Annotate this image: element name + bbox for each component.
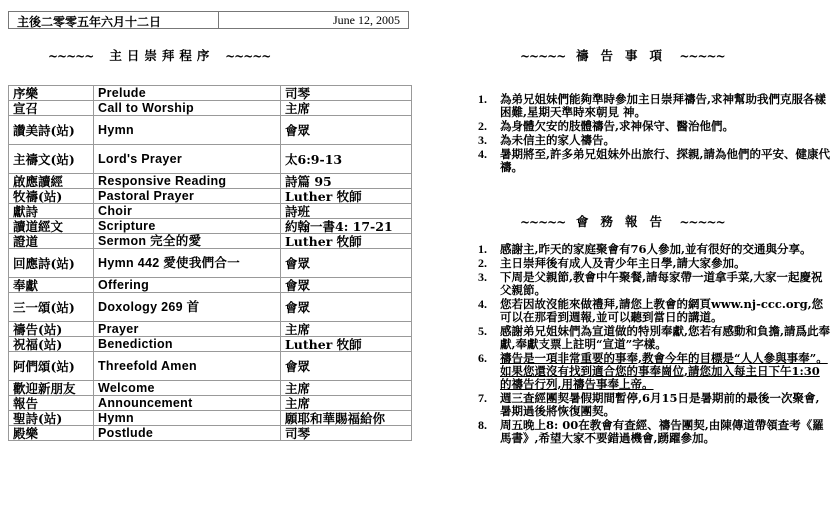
worship-row	[9, 337, 412, 352]
wave-ornament-left: ~~~~~	[520, 215, 566, 229]
worship-item-chinese: 宣召	[9, 101, 94, 116]
worship-item-english: Choir	[94, 204, 281, 219]
worship-row	[9, 86, 412, 101]
wave-ornament-right: ~~~~~	[679, 215, 725, 229]
announcements-title-text: 會務報告	[576, 214, 675, 229]
list-item-text: 下周是父親節,教會中午聚餐,請每家帶一道拿手菜,大家一起慶祝父親節。	[500, 270, 823, 297]
worship-item-chinese: 報告	[9, 396, 94, 411]
worship-item-leader: 司琴	[281, 426, 412, 441]
worship-item-chinese: 阿們頌(站)	[9, 352, 94, 381]
worship-item-leader: 會眾	[281, 278, 412, 293]
worship-row	[9, 322, 412, 337]
list-item-text: 為未信主的家人禱告。	[500, 133, 615, 147]
list-item	[478, 243, 830, 256]
worship-item-leader: 太6:9-13	[281, 145, 412, 174]
worship-item-chinese: 獻詩	[9, 204, 94, 219]
worship-row	[9, 381, 412, 396]
worship-item-chinese: 殿樂	[9, 426, 94, 441]
worship-item-english: Sermon 完全的愛	[94, 234, 281, 249]
worship-item-chinese: 牧禱(站)	[9, 189, 94, 204]
worship-item-leader: Luther 牧師	[281, 189, 412, 204]
worship-row	[9, 234, 412, 249]
worship-item-english: Hymn	[94, 116, 281, 145]
list-item-text: 為身體欠安的肢體禱告,求神保守、醫治他們。	[500, 119, 735, 133]
worship-item-leader: 司琴	[281, 86, 412, 101]
worship-item-chinese: 啟應讀經	[9, 174, 94, 189]
worship-item-leader: 主席	[281, 101, 412, 116]
list-item-number: 3.	[478, 270, 487, 284]
list-item-number: 5.	[478, 324, 487, 338]
worship-item-english: Hymn 442 愛使我們合一	[94, 249, 281, 278]
list-item	[478, 271, 830, 297]
worship-item-leader: 詩班	[281, 204, 412, 219]
worship-item-english: Prelude	[94, 86, 281, 101]
list-item	[478, 298, 830, 324]
worship-item-english: Threefold Amen	[94, 352, 281, 381]
worship-item-chinese: 禱告(站)	[9, 322, 94, 337]
worship-item-english: Pastoral Prayer	[94, 189, 281, 204]
worship-item-leader: 約翰一書4: 17-21	[281, 219, 412, 234]
worship-item-chinese: 證道	[9, 234, 94, 249]
worship-item-english: Doxology 269 首	[94, 293, 281, 322]
wave-ornament-left: ~~~~~	[48, 49, 94, 63]
worship-item-chinese: 回應詩(站)	[9, 249, 94, 278]
list-item-text: 感謝主,昨天的家庭聚會有76人參加,並有很好的交通與分享。	[500, 242, 812, 256]
worship-item-leader: 詩篇 95	[281, 174, 412, 189]
worship-item-english: Scripture	[94, 219, 281, 234]
worship-item-leader: 會眾	[281, 293, 412, 322]
worship-row	[9, 145, 412, 174]
worship-item-chinese: 序樂	[9, 86, 94, 101]
list-item	[478, 148, 830, 174]
worship-item-chinese: 歡迎新朋友	[9, 381, 94, 396]
list-item-text: 週三查經團契暑假期間暫停,6月15日是暑期前的最後一次聚會,暑期過後將恢復團契。	[500, 391, 820, 418]
worship-row	[9, 352, 412, 381]
list-item	[478, 93, 830, 119]
list-item-text-pre: 禱告是一項非常重要的事奉,教會今年的目標是	[500, 351, 735, 365]
worship-order-title	[48, 46, 270, 64]
worship-row	[9, 396, 412, 411]
list-item-number: 3.	[478, 133, 487, 147]
worship-item-leader: 會眾	[281, 116, 412, 145]
worship-row	[9, 189, 412, 204]
worship-row	[9, 426, 412, 441]
worship-item-english: Welcome	[94, 381, 281, 396]
list-item	[478, 325, 830, 351]
announcements-title	[520, 212, 725, 230]
wave-ornament-right: ~~~~~	[679, 49, 725, 63]
worship-item-leader: 主席	[281, 381, 412, 396]
worship-item-leader: Luther 牧師	[281, 337, 412, 352]
list-item	[478, 257, 830, 270]
worship-row	[9, 116, 412, 145]
worship-item-chinese: 讚美詩(站)	[9, 116, 94, 145]
list-item-number: 2.	[478, 119, 487, 133]
worship-order-title-text: 主日崇拜程序	[109, 48, 215, 63]
list-item	[478, 120, 830, 133]
worship-item-english: Lord's Prayer	[94, 145, 281, 174]
header-divider	[218, 12, 219, 28]
worship-item-english: Benediction	[94, 337, 281, 352]
prayer-requests-list	[478, 93, 830, 175]
worship-item-leader: 主席	[281, 322, 412, 337]
worship-item-english: Offering	[94, 278, 281, 293]
worship-item-chinese: 讀道經文	[9, 219, 94, 234]
prayer-requests-title-text: 禱告事項	[576, 48, 675, 63]
list-item-text: 感謝弟兄姐妹們為宣道做的特別奉獻,您若有感動和負擔,請爲此奉獻,奉獻支票上註明“宣道”字樣。	[500, 324, 831, 351]
worship-row	[9, 293, 412, 322]
worship-item-chinese: 奉獻	[9, 278, 94, 293]
list-item-text: 周五晚上8: 00在教會有查經、禱告團契,由陳傳道帶領查考《羅馬書》,希望大家不要錯過機會,踴躍參加。	[500, 418, 824, 445]
date-chinese: 主後二零零五年六月十二日	[17, 15, 162, 29]
worship-item-leader: 會眾	[281, 352, 412, 381]
worship-row	[9, 278, 412, 293]
worship-row	[9, 174, 412, 189]
list-item-number: 4.	[478, 297, 487, 311]
date-english: June 12, 2005	[333, 13, 400, 27]
worship-item-leader: 會眾	[281, 249, 412, 278]
worship-item-leader: 願耶和華賜福給你	[281, 411, 412, 426]
list-item-number: 6.	[478, 351, 487, 365]
list-item-text-post: 。如果您還沒有找到適合您的事奉崗位,請您加入每主日下午1:30的禱告行列,用禱告事奉上帝。	[500, 351, 828, 391]
list-item	[478, 392, 830, 418]
worship-row	[9, 101, 412, 116]
list-item-number: 1.	[478, 242, 487, 256]
worship-item-chinese: 聖詩(站)	[9, 411, 94, 426]
worship-item-chinese: 主禱文(站)	[9, 145, 94, 174]
list-item-text: 您若因故沒能來做禮拜,請您上教會的網頁www.nj-ccc.org,您可以在那看到週報,並可以聽到當日的講道。	[500, 297, 824, 324]
worship-row	[9, 219, 412, 234]
worship-row	[9, 204, 412, 219]
wave-ornament-right: ~~~~~	[225, 49, 271, 63]
worship-item-english: Call to Worship	[94, 101, 281, 116]
worship-item-leader: 主席	[281, 396, 412, 411]
list-item-text: 暑期將至,許多弟兄姐妹外出旅行、探親,請為他們的平安、健康代禱。	[500, 147, 831, 174]
list-item	[478, 134, 830, 147]
worship-item-english: Responsive Reading	[94, 174, 281, 189]
announcements-list	[478, 243, 830, 446]
worship-order-table	[8, 85, 412, 441]
list-item-text-quote: “人人參與事奉”	[734, 351, 817, 365]
list-item-number: 2.	[478, 256, 487, 270]
worship-item-english: Postlude	[94, 426, 281, 441]
list-item-text: 為弟兄姐妹們能夠準時參加主日崇拜禱告,求神幫助我們克服各樣困難,星期天準時來朝見 神。	[500, 92, 827, 119]
list-item-number: 8.	[478, 418, 487, 432]
worship-item-english: Prayer	[94, 322, 281, 337]
list-item	[478, 419, 830, 445]
worship-item-english: Announcement	[94, 396, 281, 411]
list-item	[478, 352, 830, 391]
list-item-number: 4.	[478, 147, 487, 161]
wave-ornament-left: ~~~~~	[520, 49, 566, 63]
bulletin-date-header	[8, 11, 409, 29]
prayer-requests-title	[520, 46, 725, 64]
worship-item-english: Hymn	[94, 411, 281, 426]
list-item-number: 7.	[478, 391, 487, 405]
worship-item-chinese: 祝福(站)	[9, 337, 94, 352]
worship-item-chinese: 三一頌(站)	[9, 293, 94, 322]
worship-row	[9, 249, 412, 278]
list-item-text: 主日崇拜後有成人及青少年主日學,請大家參加。	[500, 256, 746, 270]
worship-item-leader: Luther 牧師	[281, 234, 412, 249]
list-item-number: 1.	[478, 92, 487, 106]
worship-row	[9, 411, 412, 426]
